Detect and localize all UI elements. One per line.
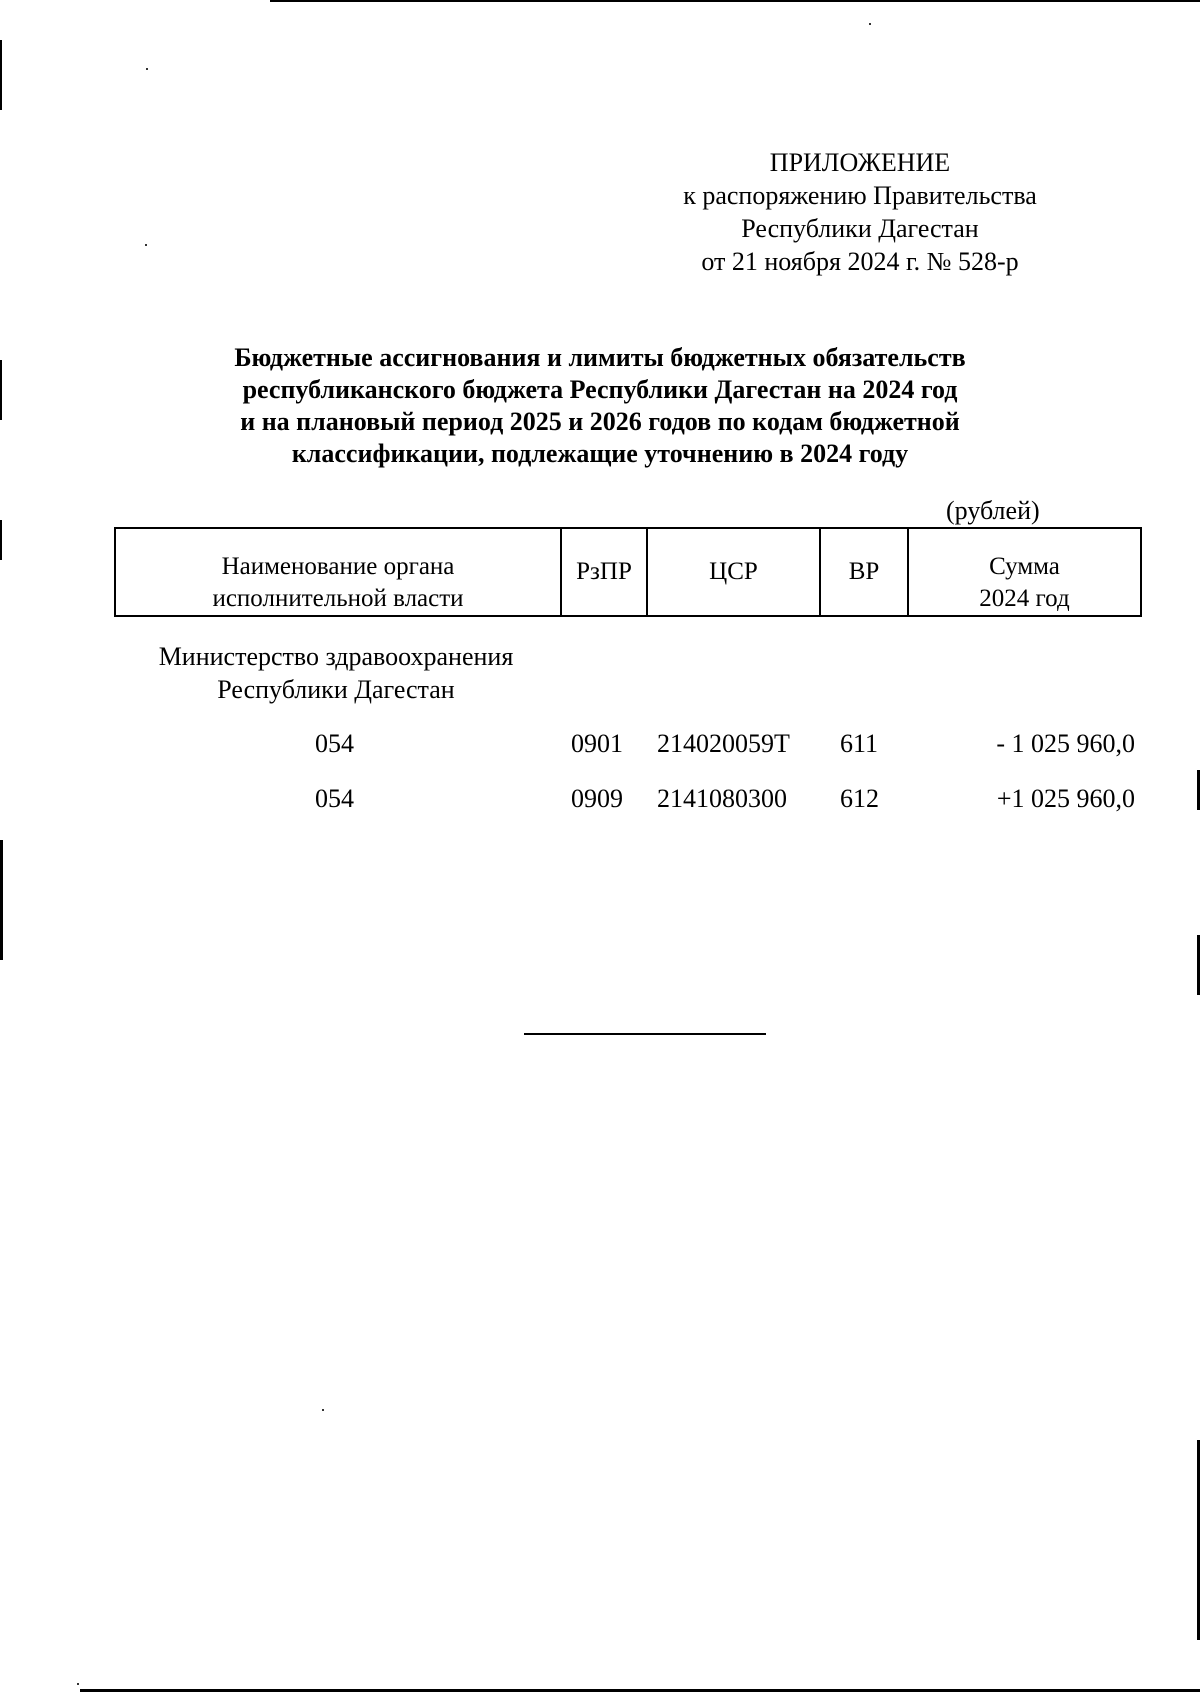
approval-line: Республики Дагестан — [741, 214, 979, 243]
scan-speck — [146, 68, 148, 70]
header-csr — [648, 529, 821, 615]
header-sum-line: Сумма — [989, 553, 1060, 580]
approval-date-number: от 21 ноября 2024 г. № 528-р — [701, 247, 1019, 276]
title-line: классификации, подлежащие уточнению в 2024 году — [291, 439, 909, 468]
section-name-line: Министерство здравоохранения — [158, 642, 514, 671]
header-rzpr-label: РзПР — [576, 558, 632, 585]
approval-block — [630, 146, 1090, 278]
scan-edge-left — [0, 40, 2, 110]
cell-code: 054 — [315, 729, 354, 758]
header-sum — [909, 529, 1140, 615]
scan-speck — [77, 1683, 79, 1685]
section-name-line: Республики Дагестан — [217, 675, 455, 704]
approval-heading: ПРИЛОЖЕНИЕ — [769, 148, 951, 177]
approval-line: к распоряжению Правительства — [683, 181, 1037, 210]
cell-rzpr: 0901 — [571, 729, 623, 758]
scan-edge-left — [0, 840, 3, 960]
header-name — [116, 529, 562, 615]
header-sum-line: 2024 год — [979, 585, 1070, 612]
cell-vr: 611 — [840, 729, 879, 758]
cell-vr: 612 — [840, 784, 879, 813]
table-row — [114, 727, 1142, 761]
scan-speck — [869, 23, 871, 25]
header-name-line: исполнительной власти — [212, 585, 464, 612]
scan-edge-left — [0, 520, 2, 560]
cell-rzpr: 0909 — [571, 784, 623, 813]
cell-sum: - 1 025 960,0 — [996, 729, 1135, 758]
cell-csr: 2141080300 — [657, 784, 787, 813]
units-label: (рублей) — [946, 496, 1040, 525]
table-row — [114, 782, 1142, 816]
header-csr-label: ЦСР — [709, 558, 758, 585]
scan-edge-top — [270, 0, 1200, 2]
header-rzpr — [562, 529, 648, 615]
header-vr-label: ВР — [848, 558, 880, 585]
title-line: и на плановый период 2025 и 2026 годов по кодам бюджетной — [240, 407, 960, 436]
header-name-line: Наименование органа — [221, 553, 455, 580]
header-vr — [821, 529, 909, 615]
table-header — [114, 527, 1142, 617]
cell-csr: 214020059Т — [657, 729, 790, 758]
cell-code: 054 — [315, 784, 354, 813]
section-name — [136, 640, 536, 706]
title-line: республиканского бюджета Республики Дагестан на 2024 год — [242, 375, 958, 404]
cell-sum: +1 025 960,0 — [996, 784, 1135, 813]
document-title — [180, 342, 1020, 470]
scan-edge-left — [0, 360, 2, 420]
end-rule — [524, 1033, 766, 1035]
title-line: Бюджетные ассигнования и лимиты бюджетных обязательств — [234, 343, 966, 372]
scan-speck — [322, 1409, 324, 1411]
scan-speck — [145, 244, 147, 246]
